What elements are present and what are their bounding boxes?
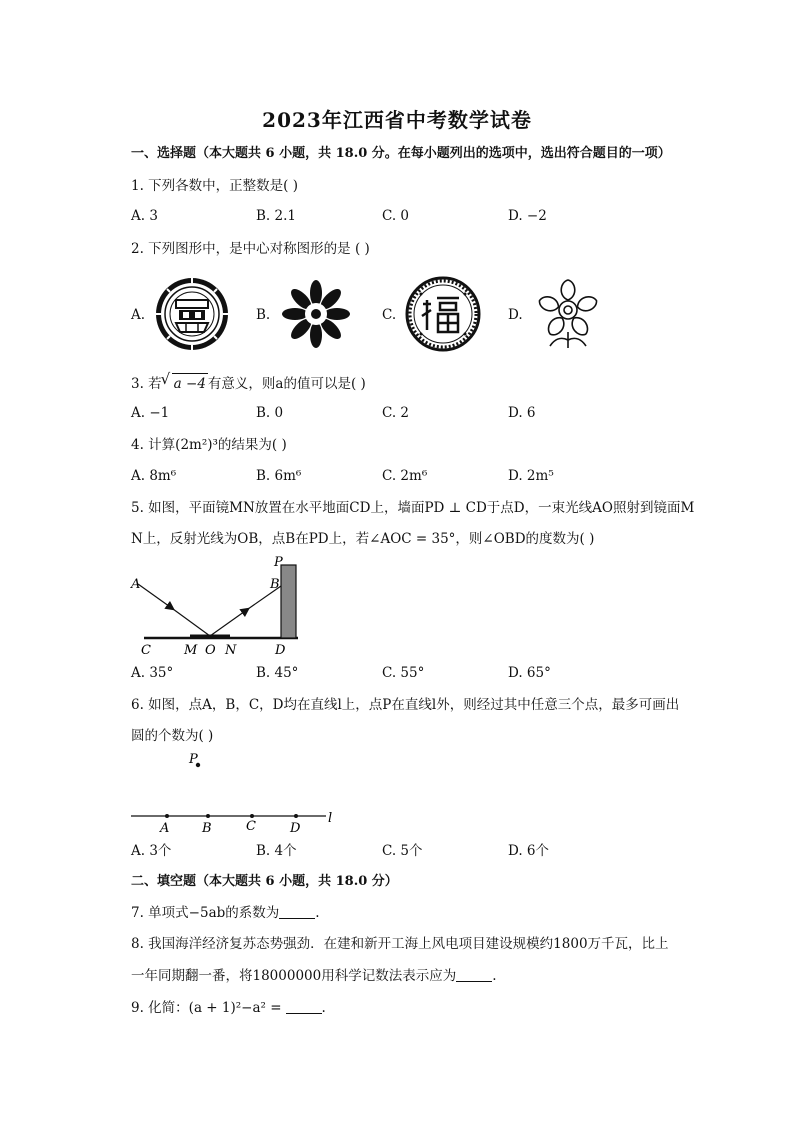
q5-label-a: A xyxy=(131,577,141,592)
q3-radicand: √ a −4 xyxy=(172,373,208,394)
q3-option-d: D. 6 xyxy=(508,405,536,421)
section-choice-heading: 一、选择题（本大题共 6 小题，共 18.0 分。在每小题列出的选项中，选出符合题目的一项） xyxy=(131,146,671,161)
q5-ray-ob-arrow xyxy=(210,609,248,636)
q2-figure-b-flower-icon xyxy=(280,278,352,350)
q6-label-c: C xyxy=(246,819,256,834)
q6-point-b xyxy=(206,814,210,818)
page-title: 2023年江西省中考数学试卷 xyxy=(262,108,532,132)
q2-label-d: D. xyxy=(508,307,523,323)
q2-figure-a-seal-icon xyxy=(155,276,229,352)
q9-answer-blank[interactable] xyxy=(286,999,322,1014)
q5-label-b: B xyxy=(270,577,280,592)
q2-label-c: C. xyxy=(382,307,397,323)
question-2-stem: 2. 下列图形中，是中心对称图形的是 ( ) xyxy=(131,241,370,257)
q6-option-b: B. 4个 xyxy=(256,843,297,859)
q6-label-a: A xyxy=(160,821,170,836)
q4-option-b: B. 6m⁶ xyxy=(256,468,302,484)
question-1-stem: 1. 下列各数中，正整数是( ) xyxy=(131,178,298,194)
q5-option-d: D. 65° xyxy=(508,665,551,681)
q6-point-a xyxy=(165,814,169,818)
question-6-line-2: 圆的个数为( ) xyxy=(131,728,214,744)
question-8-line-1: 8. 我国海洋经济复苏态势强劲．在建和新开工海上风电项目建设规模约1800万千瓦，比上 xyxy=(131,936,669,952)
q2-figure-c-coin-icon xyxy=(405,276,481,352)
q5-option-b: B. 45° xyxy=(256,665,299,681)
section-fill-heading: 二、填空题（本大题共 6 小题，共 18.0 分） xyxy=(131,874,398,889)
q1-option-d: D. −2 xyxy=(508,208,547,224)
q6-label-b: B xyxy=(202,821,212,836)
q5-label-m: M xyxy=(184,643,198,658)
q5-option-a: A. 35° xyxy=(131,665,174,681)
q5-label-n: N xyxy=(225,643,237,658)
q1-option-b: B. 2.1 xyxy=(256,208,296,224)
question-6-line-1: 6. 如图，点A，B，C，D均在直线l上，点P在直线l外，则经过其中任意三个点，最多可画出 xyxy=(131,697,680,713)
question-7 xyxy=(131,903,320,923)
q3-option-a: A. −1 xyxy=(131,405,170,421)
q2-figure-d-lotus-icon xyxy=(530,276,606,352)
q6-point-c xyxy=(250,814,254,818)
q6-points-figure xyxy=(128,750,348,840)
question-9 xyxy=(131,998,326,1018)
question-3-stem xyxy=(131,373,366,394)
q1-option-c: C. 0 xyxy=(382,208,410,224)
q5-label-d: D xyxy=(275,643,286,658)
q4-option-d: D. 2m⁵ xyxy=(508,468,554,484)
q2-label-a: A. xyxy=(131,307,146,323)
q3-prefix: 3. 若 xyxy=(131,376,162,392)
q6-label-l: l xyxy=(328,811,333,826)
q5-label-c: C xyxy=(141,643,151,658)
q6-label-p: P xyxy=(189,752,198,767)
q5-label-p: P xyxy=(274,555,283,570)
q4-option-c: C. 2m⁶ xyxy=(382,468,428,484)
q6-point-d xyxy=(294,814,298,818)
q5-label-o: O xyxy=(205,643,216,658)
q5-mirror-figure xyxy=(128,554,308,658)
q7-stem: 7. 单项式−5ab的系数为 xyxy=(131,905,280,921)
question-8-line-2 xyxy=(131,966,497,986)
q8-answer-blank[interactable] xyxy=(456,967,492,982)
question-4-stem: 4. 计算(2m²)³的结果为( ) xyxy=(131,437,287,453)
q6-option-d: D. 6个 xyxy=(508,843,550,859)
q5-option-c: C. 55° xyxy=(382,665,425,681)
q8-stem: 一年同期翻一番，将18000000用科学记数法表示应为 xyxy=(131,968,457,984)
q6-label-d: D xyxy=(290,821,301,836)
q4-option-a: A. 8m⁶ xyxy=(131,468,177,484)
q6-option-c: C. 5个 xyxy=(382,843,423,859)
q6-option-a: A. 3个 xyxy=(131,843,172,859)
question-5-line-2: N上，反射光线为OB，点B在PD上，若∠AOC = 35°，则∠OBD的度数为( ) xyxy=(131,531,595,547)
q1-option-a: A. 3 xyxy=(131,208,158,224)
q3-option-c: C. 2 xyxy=(382,405,410,421)
q3-suffix: 有意义，则a的值可以是( ) xyxy=(207,376,366,392)
q3-option-b: B. 0 xyxy=(256,405,284,421)
q8-end: . xyxy=(492,968,497,984)
q5-wall-pd xyxy=(281,565,296,638)
q7-answer-blank[interactable] xyxy=(279,904,315,919)
q7-end: . xyxy=(315,905,320,921)
question-5-line-1: 5. 如图，平面镜MN放置在水平地面CD上，墙面PD ⊥ CD于点D，一束光线AO照射到镜面M xyxy=(131,500,695,516)
q9-stem: 9. 化简：(a + 1)²−a² = xyxy=(131,1000,282,1016)
q9-end: . xyxy=(321,1000,326,1016)
q2-label-b: B. xyxy=(256,307,271,323)
q5-ray-ao-arrow xyxy=(138,584,173,609)
